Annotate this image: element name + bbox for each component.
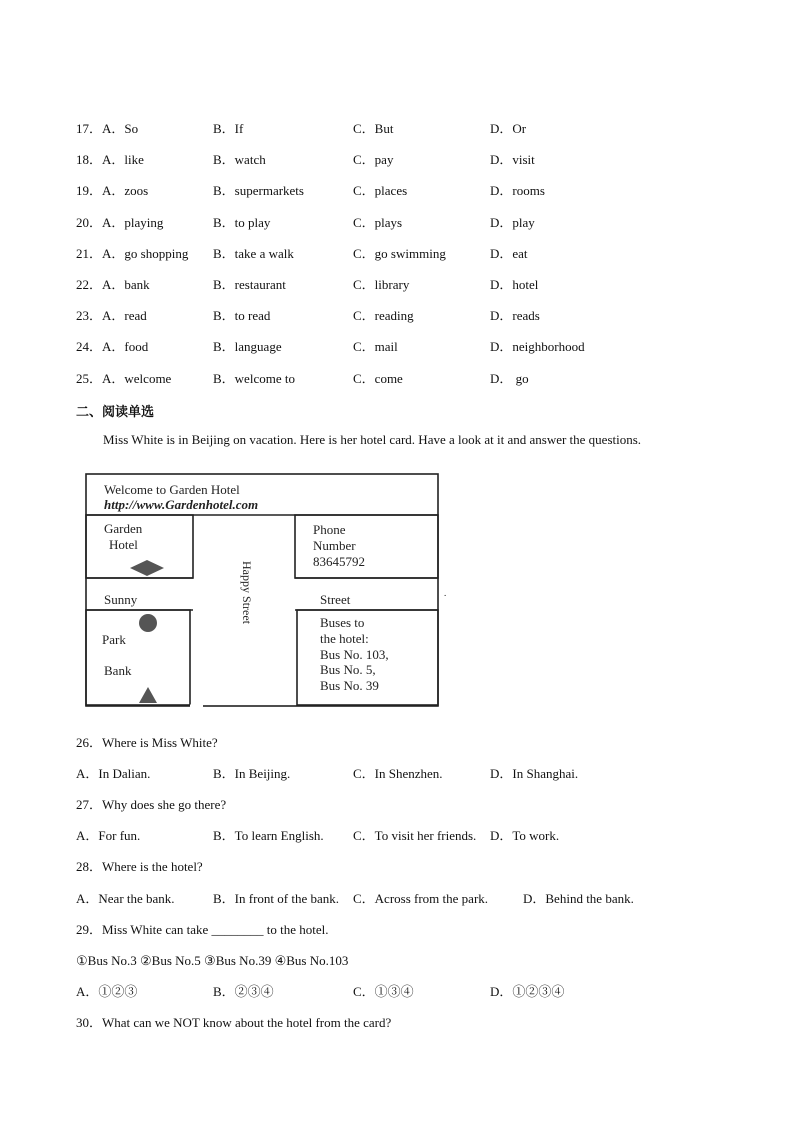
garden-label: Garden <box>104 521 143 536</box>
option-a: A．①②③ <box>76 984 138 999</box>
park-bank-block <box>86 610 190 705</box>
option-d: D．eat <box>490 246 528 261</box>
option-d: D． go <box>490 371 529 386</box>
option-d: D．Or <box>490 121 527 136</box>
option-b: B．In Beijing. <box>213 766 291 781</box>
number-label: Number <box>313 538 356 553</box>
question-27: 27．Why does she go there? <box>76 797 227 812</box>
card-url: http://www.Gardenhotel.com <box>104 497 259 512</box>
option-c: C．Across from the park. <box>353 891 489 906</box>
option-d: D．rooms <box>490 183 545 198</box>
option-a: 21．A．go shopping <box>76 246 189 261</box>
option-d: D．To work. <box>490 828 560 843</box>
option-a: 25．A．welcome <box>76 371 172 386</box>
option-a: 24．A．food <box>76 339 149 354</box>
hotel-card-map <box>85 473 441 709</box>
bus-39: Bus No. 39 <box>320 678 379 693</box>
buses-label-2: the hotel: <box>320 631 369 646</box>
option-d: D．visit <box>490 152 535 167</box>
option-c: C．To visit her friends. <box>353 828 477 843</box>
option-b: B．If <box>213 121 244 136</box>
option-a: A．In Dalian. <box>76 766 151 781</box>
question-26: 26．Where is Miss White? <box>76 735 218 750</box>
question-29: 29．Miss White can take ________ to the hotel. <box>76 922 329 937</box>
option-a: A．Near the bank. <box>76 891 175 906</box>
option-d: D．hotel <box>490 277 539 292</box>
option-c: C．come <box>353 371 403 386</box>
option-a: 20．A．playing <box>76 215 164 230</box>
option-d: D．①②③④ <box>490 984 565 999</box>
option-b: B．watch <box>213 152 266 167</box>
option-c: C．library <box>353 277 410 292</box>
option-a: A．For fun. <box>76 828 141 843</box>
question-29-items: ①Bus No.3 ②Bus No.5 ③Bus No.39 ④Bus No.103 <box>76 953 349 968</box>
option-c: C．mail <box>353 339 398 354</box>
option-c: C．go swimming <box>353 246 446 261</box>
park-circle-icon <box>139 614 157 632</box>
hotel-label: Hotel <box>109 537 138 552</box>
option-a: 19．A．zoos <box>76 183 149 198</box>
option-c: C．In Shenzhen. <box>353 766 443 781</box>
option-a: 23．A．read <box>76 308 147 323</box>
card-welcome: Welcome to Garden Hotel <box>104 482 240 497</box>
option-a: 22．A．bank <box>76 277 150 292</box>
option-b: B．language <box>213 339 282 354</box>
option-d: D．play <box>490 215 535 230</box>
option-b: B．To learn English. <box>213 828 324 843</box>
question-30: 30．What can we NOT know about the hotel from the card? <box>76 1015 392 1030</box>
option-c: C．①③④ <box>353 984 414 999</box>
hotel-diamond-icon <box>130 560 164 576</box>
phone-label: Phone <box>313 522 346 537</box>
option-d: D．neighborhood <box>490 339 585 354</box>
bank-triangle-icon <box>139 687 157 703</box>
option-c: C．reading <box>353 308 414 323</box>
option-b: B．welcome to <box>213 371 295 386</box>
option-c: C．But <box>353 121 394 136</box>
option-b: B．take a walk <box>213 246 294 261</box>
park-label: Park <box>102 632 126 647</box>
option-c: C．pay <box>353 152 394 167</box>
phone-value: 83645792 <box>313 554 365 569</box>
option-a: 17．A．So <box>76 121 139 136</box>
option-b: B．to read <box>213 308 271 323</box>
buses-label: Buses to <box>320 615 365 630</box>
option-b: B．In front of the bank. <box>213 891 340 906</box>
street-label: Street <box>320 592 351 607</box>
happy-street-label: Happy Street <box>240 561 254 624</box>
sunny-label: Sunny <box>104 592 138 607</box>
option-c: C．places <box>353 183 408 198</box>
bank-label: Bank <box>104 663 132 678</box>
question-28: 28．Where is the hotel? <box>76 859 203 874</box>
bus-103: Bus No. 103, <box>320 647 389 662</box>
option-b: B．restaurant <box>213 277 286 292</box>
option-d: D．reads <box>490 308 540 323</box>
option-b: B．supermarkets <box>213 183 304 198</box>
option-d: D．Behind the bank. <box>523 891 634 906</box>
option-d: D．In Shanghai. <box>490 766 579 781</box>
option-b: B．②③④ <box>213 984 274 999</box>
bus-5: Bus No. 5, <box>320 662 376 677</box>
option-a: 18．A．like <box>76 152 144 167</box>
reading-intro: Miss White is in Beijing on vacation. Here is her hotel card. Have a look at it and answer the questions. <box>103 432 642 447</box>
option-c: C．plays <box>353 215 403 230</box>
section-title: 二、阅读单选 <box>76 405 155 420</box>
stray-dot: . <box>444 588 447 598</box>
option-b: B．to play <box>213 215 271 230</box>
